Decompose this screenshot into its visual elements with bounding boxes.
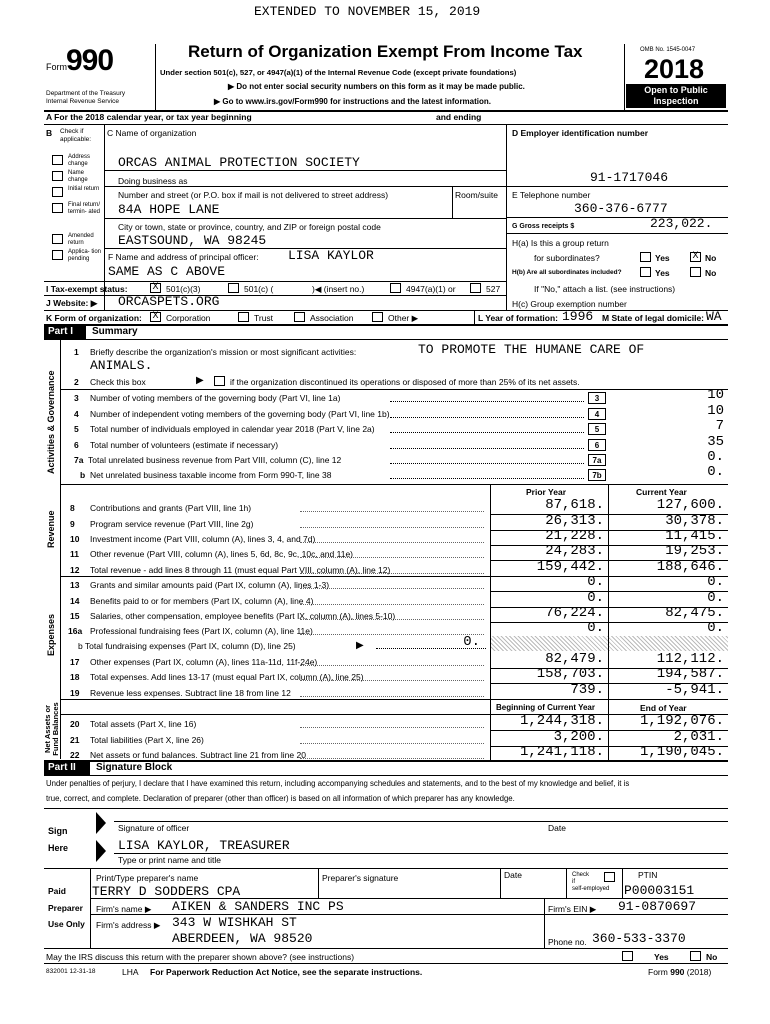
side-activities: Activities & Governance	[46, 370, 56, 474]
corporation-checkbox[interactable]: X	[150, 312, 161, 322]
principal-officer-label: F Name and address of principal officer:	[108, 252, 259, 262]
firm-address-label: Firm's address ▶	[96, 920, 161, 930]
room-suite-label: Room/suite	[455, 190, 498, 200]
subordinates-label: for subordinates?	[534, 253, 600, 263]
501c-checkbox[interactable]	[228, 283, 239, 293]
street-address: 84A HOPE LANE	[118, 202, 220, 217]
phone-label: Phone no.	[548, 937, 587, 947]
mission-line-2: ANIMALS.	[90, 358, 153, 373]
discontinued-text: if the organization discontinued its operations or disposed of more than 25% of its net assets.	[230, 377, 580, 387]
principal-officer: LISA KAYLOR	[288, 248, 374, 263]
ssn-notice: ▶ Do not enter social security numbers on this form as it may be made public.	[228, 82, 525, 91]
preparer-name: TERRY D SODDERS CPA	[92, 884, 241, 899]
dot-leader	[300, 665, 484, 666]
line-box-number: 5	[588, 423, 606, 435]
if-label: if	[572, 879, 575, 885]
arrow-right-icon: ▶	[90, 298, 98, 308]
line-number: 14	[70, 596, 80, 606]
final-return-label: Final return/ termin- ated	[68, 202, 101, 215]
eoy-header: End of Year	[640, 703, 687, 713]
discuss-yes-checkbox[interactable]	[622, 951, 633, 961]
discontinued-label: Check this box	[90, 377, 146, 387]
dot-leader	[300, 511, 484, 512]
address-change-checkbox[interactable]	[52, 155, 63, 165]
firm-address-2: ABERDEEN, WA 98520	[172, 931, 313, 946]
dot-leader	[300, 588, 484, 589]
line-box-number: 4	[588, 408, 606, 420]
gross-receipts-value: 223,022.	[650, 216, 713, 231]
line-number: 8	[70, 503, 75, 513]
line-number: 15	[70, 611, 80, 621]
prior-year-header: Prior Year	[526, 487, 567, 497]
officer-address: SAME AS C ABOVE	[108, 264, 226, 279]
501c3-checkbox[interactable]: X	[150, 283, 161, 293]
line-number: 5	[74, 424, 79, 434]
org-name: ORCAS ANIMAL PROTECTION SOCIETY	[118, 155, 360, 170]
dot-leader	[300, 557, 484, 558]
prior-year-value: 82,479.	[545, 651, 604, 667]
divider	[60, 389, 728, 390]
address-change-label: Address change	[68, 154, 91, 167]
ein-value: 91-1717046	[590, 170, 669, 185]
preparer-date-label: Date	[504, 870, 522, 880]
line-description: Program service revenue (Part VIII, line 2g)	[90, 519, 254, 529]
line-value: 0.	[707, 464, 724, 480]
discontinued-checkbox[interactable]	[214, 376, 225, 386]
line-description: Revenue less expenses. Subtract line 18 from line 12	[90, 688, 291, 698]
line-description: Salaries, other compensation, employee benefits (Part IX, column (A), lines 5-10)	[90, 611, 396, 621]
group-return-yes-label: Yes	[655, 253, 670, 263]
line-description: Total liabilities (Part X, line 26)	[90, 735, 204, 745]
arrow-right-icon: ▶	[144, 904, 152, 914]
line-16b-label: b Total fundraising expenses (Part IX, column (D), line 25)	[78, 641, 296, 651]
line-number: 22	[70, 750, 80, 760]
dot-leader	[300, 743, 484, 744]
line-description: Net assets or fund balances. Subtract line 21 from line 20	[90, 750, 306, 760]
prior-year-value: 26,313.	[545, 513, 604, 529]
line-description: Total expenses. Add lines 13-17 (must equal Part IX, column (A), line 25)	[90, 672, 364, 682]
current-year-value: 194,587.	[656, 666, 724, 682]
line-number: 17	[70, 657, 80, 667]
insert-no-label: )◀ (insert no.)	[312, 284, 365, 294]
arrow-right-icon: ▶	[214, 97, 223, 106]
sign-here-arrow-icon	[96, 840, 106, 862]
line-number: 4	[74, 409, 79, 419]
part1-title: Summary	[92, 326, 138, 337]
dot-leader	[390, 432, 584, 433]
current-year-value: 188,646.	[656, 559, 724, 575]
line-number: 9	[70, 519, 75, 529]
group-return-yes-checkbox[interactable]	[640, 252, 651, 262]
part2-tag: Part II	[44, 761, 90, 775]
line-number: 18	[70, 672, 80, 682]
dot-leader	[390, 401, 584, 402]
line-description: Total number of volunteers (estimate if necessary)	[90, 440, 279, 450]
application-pending-label: Applica- tion pending	[68, 249, 102, 262]
line-number: 20	[70, 719, 80, 729]
dept-treasury: Department of the Treasury	[46, 90, 126, 97]
firm-address-1: 343 W WISHKAH ST	[172, 915, 297, 930]
extension-banner: EXTENDED TO NOVEMBER 15, 2019	[254, 4, 481, 19]
part1-tag: Part I	[44, 325, 86, 339]
501c-label: 501(c) (	[244, 284, 274, 294]
prior-year-value: 0.	[587, 590, 604, 606]
use-only-label: Use Only	[48, 919, 85, 929]
group-return-no-label: No	[705, 253, 717, 263]
line-value: 7	[715, 418, 724, 434]
telephone-value: 360-376-6777	[574, 201, 668, 216]
current-year-value: 19,253.	[665, 543, 724, 559]
line-a-label: A For the 2018 calendar year, or tax year beginning	[46, 112, 252, 122]
line-description: Total unrelated business revenue from Part VIII, column (C), line 12	[88, 455, 342, 465]
arrow-right-icon: ▶	[356, 640, 364, 651]
line-number: 10	[70, 534, 80, 544]
group-exemption-label: H(c) Group exemption number	[512, 299, 627, 309]
line-value: 0.	[707, 449, 724, 465]
state-domicile-value: WA	[706, 309, 722, 324]
current-year-value: 1,190,045.	[639, 744, 724, 760]
trust-checkbox[interactable]	[238, 312, 249, 322]
lha-label: LHA	[122, 967, 139, 977]
subordinates-included-label: H(b) Are all subordinates included?	[512, 269, 622, 276]
instructions-notice: ▶ Go to www.irs.gov/Form990 for instructions and the latest information.	[214, 97, 491, 106]
inspection: Inspection	[653, 96, 699, 106]
group-return-no-checkbox[interactable]: X	[690, 252, 701, 262]
line-number: 6	[74, 440, 79, 450]
dot-leader	[300, 527, 484, 528]
form-number: 990	[66, 44, 114, 77]
line-number: 3	[74, 393, 79, 403]
association-label: Association	[310, 313, 354, 323]
line-description: Benefits paid to or for members (Part IX, column (A), line 4)	[90, 596, 314, 606]
line-box-number: 6	[588, 439, 606, 451]
current-year-value: 0.	[707, 620, 724, 636]
preparer-label: Preparer	[48, 903, 83, 913]
subordinates-yes-label: Yes	[655, 268, 670, 278]
dot-leader	[390, 448, 584, 449]
year-formation-label: L Year of formation:	[478, 313, 558, 323]
line-description: Contributions and grants (Part VIII, line 1h)	[90, 503, 252, 513]
prior-year-value: 739.	[570, 682, 604, 698]
subordinates-yes-checkbox[interactable]	[640, 267, 651, 277]
line-description: Other revenue (Part VIII, column (A), lines 5, 6d, 8c, 9c, 10c, and 11e)	[90, 549, 353, 559]
discuss-no-label: No	[706, 952, 718, 962]
ein-label: D Employer identification number	[512, 128, 649, 138]
prior-year-value: 21,228.	[545, 528, 604, 544]
current-year-value: 30,378.	[665, 513, 724, 529]
prior-year-value: 0.	[587, 574, 604, 590]
line-description: Total number of individuals employed in calendar year 2018 (Part V, line 2a)	[90, 424, 375, 434]
tax-exempt-label: I Tax-exempt status:	[46, 284, 128, 294]
telephone-label: E Telephone number	[512, 190, 591, 200]
preparer-signature-label: Preparer's signature	[322, 873, 399, 883]
line-number: b	[80, 470, 86, 480]
line-description: Total revenue - add lines 8 through 11 (must equal Part VIII, column (A), line 12)	[90, 565, 391, 575]
line-number: 21	[70, 735, 80, 745]
gross-receipts-label: G Gross receipts $	[512, 223, 575, 230]
subordinates-no-label: No	[705, 268, 717, 278]
application-pending-checkbox[interactable]	[52, 250, 63, 260]
prior-year-value: 3,200.	[553, 729, 604, 745]
line-description: Number of voting members of the governing body (Part VI, line 1a)	[90, 393, 341, 403]
side-revenue: Revenue	[46, 510, 56, 548]
line-number: 11	[70, 549, 79, 559]
dot-leader	[300, 542, 484, 543]
side-net-assets: Net Assets or Fund Balances	[43, 702, 60, 756]
current-year-value: 0.	[707, 590, 724, 606]
current-year-value: 2,031.	[673, 729, 724, 745]
group-return-label: H(a) Is this a group return	[512, 238, 609, 248]
discuss-no-checkbox[interactable]	[690, 951, 701, 961]
arrow-right-icon: ▶	[228, 82, 237, 91]
self-employed-checkbox[interactable]	[604, 872, 615, 882]
preparer-name-label: Print/Type preparer's name	[96, 873, 199, 883]
signature-officer-label: Signature of officer	[118, 823, 190, 833]
line-number: 7a	[74, 455, 84, 465]
amended-return-checkbox[interactable]	[52, 234, 63, 244]
sign-here-arrow-icon	[96, 812, 106, 834]
prior-year-value: 158,703.	[536, 666, 604, 682]
line-number: 13	[70, 580, 80, 590]
initial-return-label: Initial return	[68, 186, 100, 192]
final-return-checkbox[interactable]	[52, 203, 63, 213]
subordinates-no-checkbox[interactable]	[690, 267, 701, 277]
city-state-zip: EASTSOUND, WA 98245	[118, 233, 267, 248]
website-label: J Website: ▶	[46, 298, 98, 308]
line-description: Net unrelated business taxable income from Form 990-T, line 38	[90, 470, 332, 480]
dot-leader	[300, 619, 484, 620]
penalty-text-1: Under penalties of perjury, I declare that I have examined this return, including accompanying schedules and statements, and to the best of my knowledge and belief, it is	[46, 779, 630, 788]
amended-return-label: Amended return	[68, 233, 94, 246]
name-change-label: Name change	[68, 170, 88, 183]
check-applicable: Check if applicable:	[60, 128, 92, 143]
name-change-checkbox[interactable]	[52, 171, 63, 181]
line-number: 16a	[68, 626, 83, 636]
street-label: Number and street (or P.O. box if mail is not delivered to street address)	[118, 190, 389, 200]
other-label: Other ▶	[388, 313, 419, 323]
type-name-label: Type or print name and title	[118, 855, 222, 865]
section-b-label: B	[46, 128, 53, 138]
current-year-header: Current Year	[636, 487, 687, 497]
line-number: 12	[70, 565, 80, 575]
line-box-number: 7a	[588, 454, 606, 466]
initial-return-checkbox[interactable]	[52, 187, 63, 197]
current-year-value: 0.	[707, 574, 724, 590]
firm-name-label: Firm's name ▶	[96, 904, 152, 914]
form-of-org-label: K Form of organization:	[46, 313, 142, 323]
signer-name-title: LISA KAYLOR, TREASURER	[118, 838, 290, 853]
paid-label: Paid	[48, 886, 66, 896]
arrow-right-icon: ▶	[153, 920, 161, 930]
website-value: ORCASPETS.ORG	[118, 294, 220, 309]
discuss-yes-label: Yes	[654, 952, 669, 962]
corporation-label: Corporation	[166, 313, 211, 323]
current-year-value: 11,415.	[665, 528, 724, 544]
dot-leader	[390, 478, 584, 479]
dot-leader	[390, 463, 584, 464]
line-value: 10	[707, 387, 724, 403]
current-year-value: -5,941.	[665, 682, 724, 698]
line-16b-value: 0.	[463, 634, 480, 650]
section-divider	[60, 576, 728, 577]
prior-year-value: 87,618.	[545, 497, 604, 513]
arrow-right-icon: ▶	[411, 313, 419, 323]
current-year-value: 127,600.	[656, 497, 724, 513]
footer-form-ref: Form 990 (2018)	[648, 967, 712, 977]
527-checkbox[interactable]	[470, 283, 481, 293]
city-label: City or town, state or province, country, and ZIP or foreign postal code	[118, 222, 381, 232]
line-value: 10	[707, 403, 724, 419]
dot-leader	[300, 696, 484, 697]
arrow-right-icon: ▶	[589, 904, 597, 914]
year-formation-value: 1996	[562, 309, 594, 324]
current-year-value: 1,192,076.	[639, 713, 724, 729]
form-word: Form	[46, 62, 67, 72]
discuss-question: May the IRS discuss this return with the preparer shown above? (see instructions)	[46, 952, 355, 962]
other-checkbox[interactable]	[372, 312, 383, 322]
4947-label: 4947(a)(1) or	[406, 284, 456, 294]
mission-label: Briefly describe the organization's mission or most significant activities:	[90, 347, 357, 357]
preparer-phone: 360-533-3370	[592, 931, 686, 946]
trust-label: Trust	[254, 313, 274, 323]
dba-label: Doing business as	[118, 176, 188, 186]
line-description: Number of independent voting members of the governing body (Part VI, line 1b)	[90, 409, 390, 419]
line-a-ending: and ending	[436, 112, 482, 122]
firm-name: AIKEN & SANDERS INC PS	[172, 899, 344, 914]
side-expenses: Expenses	[46, 613, 56, 656]
dot-leader	[390, 417, 584, 418]
line-box-number: 7b	[588, 469, 606, 481]
row-divider	[490, 699, 728, 700]
omb-number: OMB No. 1545-0047	[640, 47, 696, 53]
4947-checkbox[interactable]	[390, 283, 401, 293]
attach-list-note: If "No," attach a list. (see instructions)	[534, 284, 676, 294]
line-description: Grants and similar amounts paid (Part IX, column (A), lines 1-3)	[90, 580, 330, 590]
org-name-label: C Name of organization	[107, 128, 197, 138]
dot-leader	[300, 727, 484, 728]
dot-leader	[300, 758, 484, 759]
prior-year-value: 76,224.	[545, 605, 604, 621]
527-label: 527	[486, 284, 501, 294]
line-description: Total assets (Part X, line 16)	[90, 719, 197, 729]
boy-header: Beginning of Current Year	[496, 703, 595, 712]
line-box-number: 3	[588, 392, 606, 404]
tax-year: 2018	[644, 54, 705, 84]
line-number: 19	[70, 688, 80, 698]
form-code: 832001 12-31-18	[46, 968, 96, 975]
firm-ein: 91-0870697	[618, 899, 697, 914]
dot-leader	[300, 573, 484, 574]
ptin-value: P00003151	[624, 883, 695, 898]
form-subtitle: Under section 501(c), 527, or 4947(a)(1) of the Internal Revenue Code (except private foundations)	[160, 68, 517, 77]
dept-irs: Internal Revenue Service	[46, 98, 119, 105]
part2-title: Signature Block	[96, 762, 173, 773]
prior-year-value: 1,244,318.	[519, 713, 604, 729]
association-checkbox[interactable]	[294, 312, 305, 322]
prior-year-value: 0.	[587, 620, 604, 636]
ptin-label: PTIN	[638, 870, 658, 880]
dot-leader	[300, 604, 484, 605]
arrow-right-icon: ▶	[196, 375, 204, 386]
sign-date-label: Date	[548, 823, 566, 833]
prior-year-value: 1,241,118.	[519, 744, 604, 760]
prior-year-value: 159,442.	[536, 559, 604, 575]
form-title: Return of Organization Exempt From Income Tax	[188, 42, 583, 61]
line-description: Other expenses (Part IX, column (A), lines 11a-11d, 11f-24e)	[90, 657, 318, 667]
current-year-value: 112,112.	[656, 651, 724, 667]
self-employed-label: self-employed	[572, 886, 610, 892]
check-label: Check	[572, 872, 590, 878]
line-description: Professional fundraising fees (Part IX, column (A), line 11e)	[90, 626, 313, 636]
penalty-text-2: true, correct, and complete. Declaration of preparer (other than officer) is based on all information of which preparer has any knowledge.	[46, 794, 515, 803]
current-year-value: 82,475.	[665, 605, 724, 621]
mission-line-1: TO PROMOTE THE HUMANE CARE OF	[418, 342, 645, 357]
open-to-public: Open to Public	[644, 85, 708, 95]
prior-year-value: 24,283.	[545, 543, 604, 559]
paperwork-notice: For Paperwork Reduction Act Notice, see the separate instructions.	[150, 967, 423, 977]
here-label: Here	[48, 843, 69, 853]
line-description: Investment income (Part VIII, column (A), lines 3, 4, and 7d)	[90, 534, 316, 544]
501c3-label: 501(c)(3)	[166, 284, 201, 294]
dot-leader	[300, 680, 484, 681]
firm-ein-label: Firm's EIN ▶	[548, 904, 597, 914]
sign-label: Sign	[48, 826, 68, 836]
line-value: 35	[707, 434, 724, 450]
state-domicile-label: M State of legal domicile:	[602, 313, 705, 323]
